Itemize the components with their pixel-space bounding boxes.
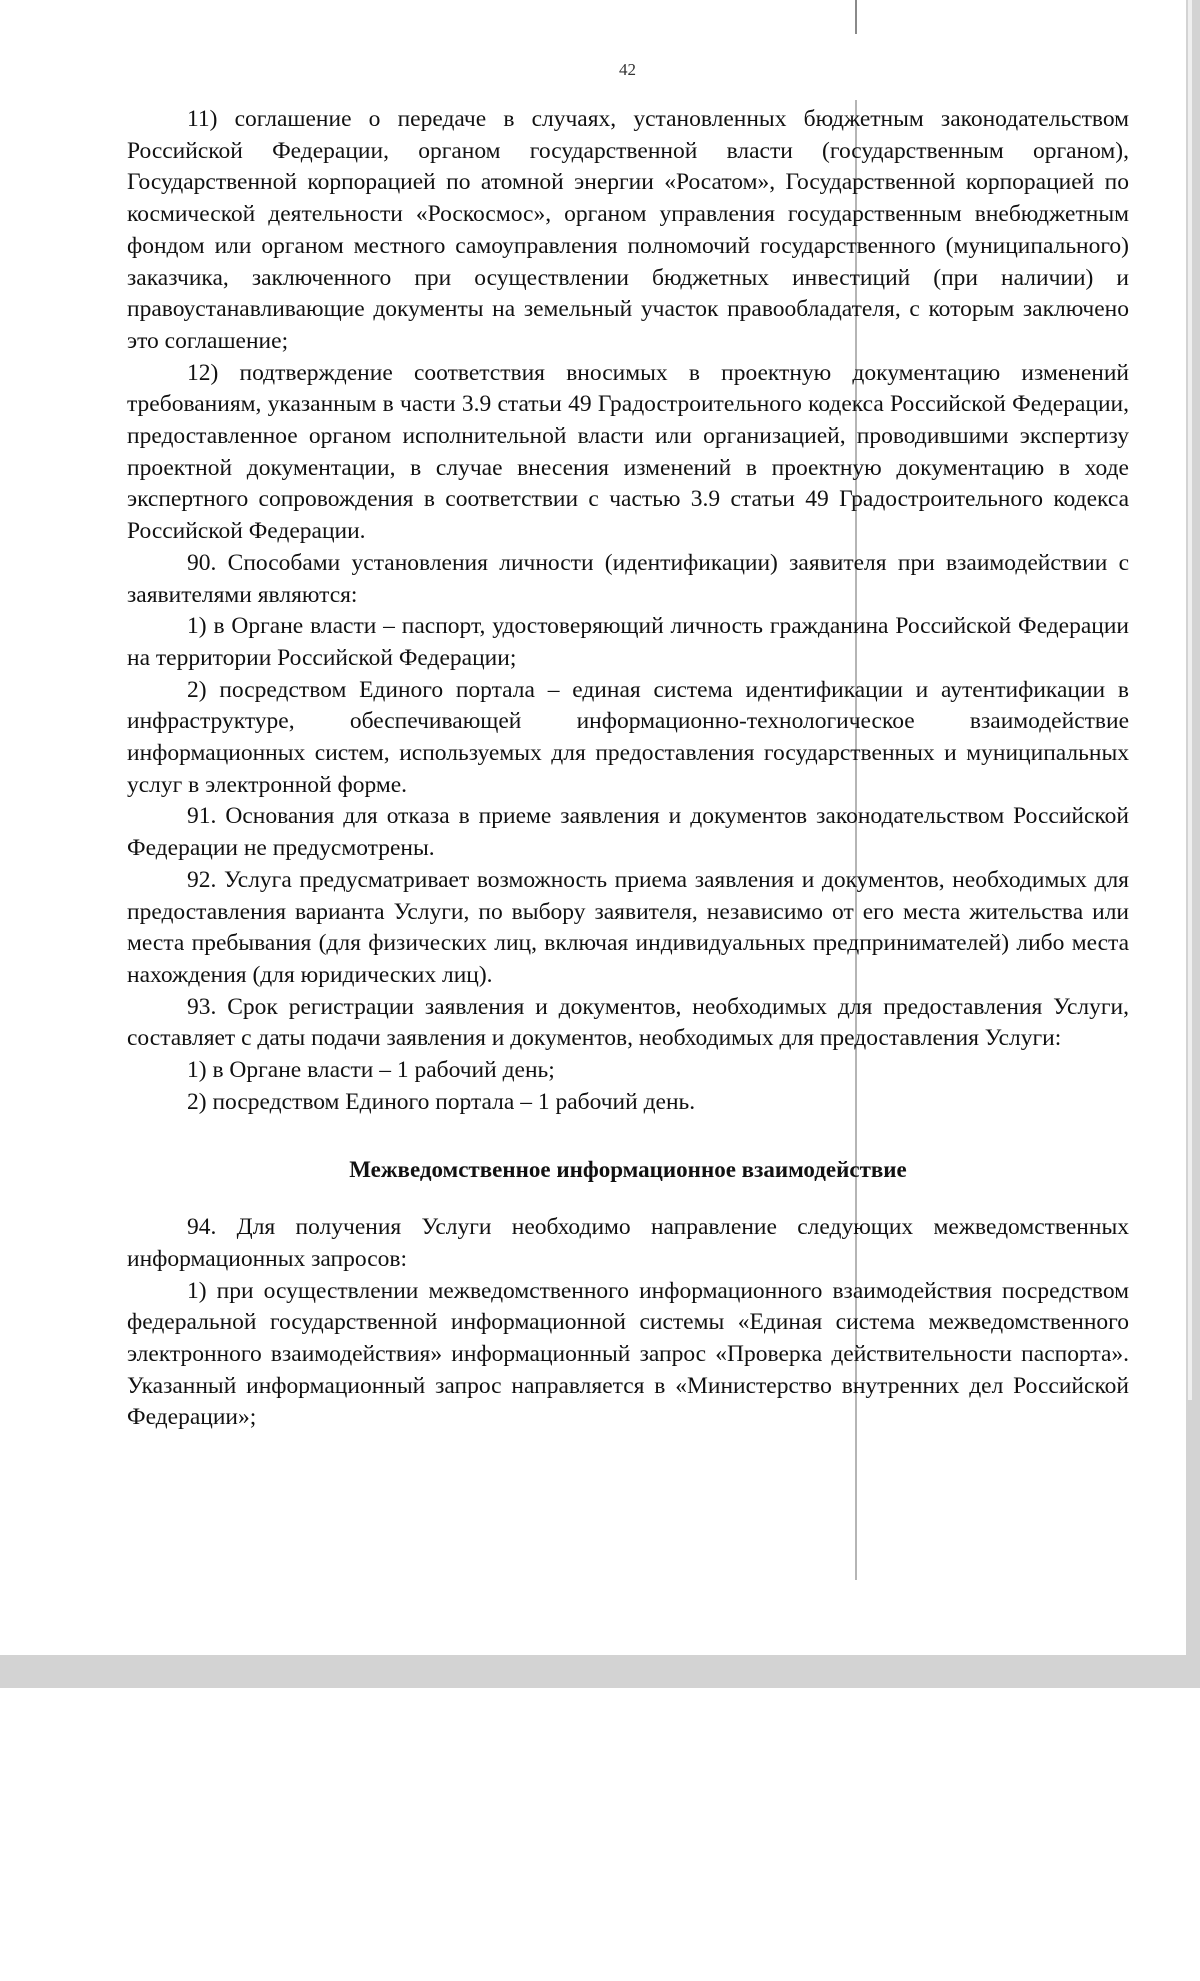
- paragraph-90-item-1: 1) в Органе власти – паспорт, удостоверяющий личность гражданина Российской Федерации на территории Российской Федерации;: [127, 613, 1129, 671]
- paragraph-item-11: 11) соглашение о передаче в случаях, установленных бюджетным законодательством Российской Федерации, органом государственной власти (государственным органом), Государственной корпорацией по атомной энергии «Росатом», Государственной корпорацией по космической деятельности «Роскосмос», органом управления государственным внебюджетным фондом или органом местного самоуправления полномочий государственного (муниципального) заказчика, заключенного при осуществлении бюджетных инвестиций (при наличии) и правоустанавливающие документы на земельный участок правообладателя, с которым заключено это соглашение;: [127, 106, 1129, 354]
- paragraph-94-item-1: 1) при осуществлении межведомственного информационного взаимодействия посредством федеральной государственной информационной системы «Единая система межведомственного электронного взаимодействия» информационный запрос «Проверка действительности паспорта». Указанный информационный запрос направляется в «Министерство внутренних дел Российской Федерации»;: [127, 1277, 1129, 1431]
- document-body: [127, 104, 1129, 1434]
- paragraph-94: 94. Для получения Услуги необходимо направление следующих межведомственных информационных запросов:: [127, 1214, 1129, 1272]
- paragraph-92: 92. Услуга предусматривает возможность приема заявления и документов, необходимых для предоставления варианта Услуги, по выбору заявителя, независимо от его места жительства или места пребывания (для физических лиц, включая индивидуальных предпринимателей) либо места нахождения (для юридических лиц).: [127, 866, 1129, 988]
- paragraph-93-item-2: 2) посредством Единого портала – 1 рабочий день.: [187, 1088, 696, 1115]
- paragraph-item-12: 12) подтверждение соответствия вносимых в проектную документацию изменений требованиям, указанным в части 3.9 статьи 49 Градостроительного кодекса Российской Федерации, предоставленное органом исполнительной власти или организацией, проводившими экспертизу проектной документации, в случае внесения изменений в проектную документацию в ходе экспертного сопровождения в соответствии с частью 3.9 статьи 49 Градостроительного кодекса Российской Федерации.: [127, 359, 1129, 545]
- page-edge: [1188, 0, 1192, 1400]
- paragraph-90-item-2: 2) посредством Единого портала – единая система идентификации и аутентификации в инфраструктуре, обеспечивающей информационно-технологическое взаимодействие информационных систем, используемых для предоставления государственных и муниципальных услуг в электронной форме.: [127, 676, 1129, 798]
- paragraph-93-item-1: 1) в Органе власти – 1 рабочий день;: [187, 1057, 555, 1084]
- section-heading: Межведомственное информационное взаимодействие: [349, 1156, 907, 1182]
- scan-fold-line: [855, 0, 857, 34]
- page-number: 42: [619, 60, 636, 79]
- paragraph-91: 91. Основания для отказа в приеме заявления и документов законодательством Российской Федерации не предусмотрены.: [127, 803, 1129, 862]
- paragraph-93: 93. Срок регистрации заявления и документов, необходимых для предоставления Услуги, составляет с даты подачи заявления и документов, необходимых для предоставления Услуги:: [127, 993, 1129, 1052]
- paragraph-90: 90. Способами установления личности (идентификации) заявителя при взаимодействии с заявителями являются:: [127, 549, 1129, 608]
